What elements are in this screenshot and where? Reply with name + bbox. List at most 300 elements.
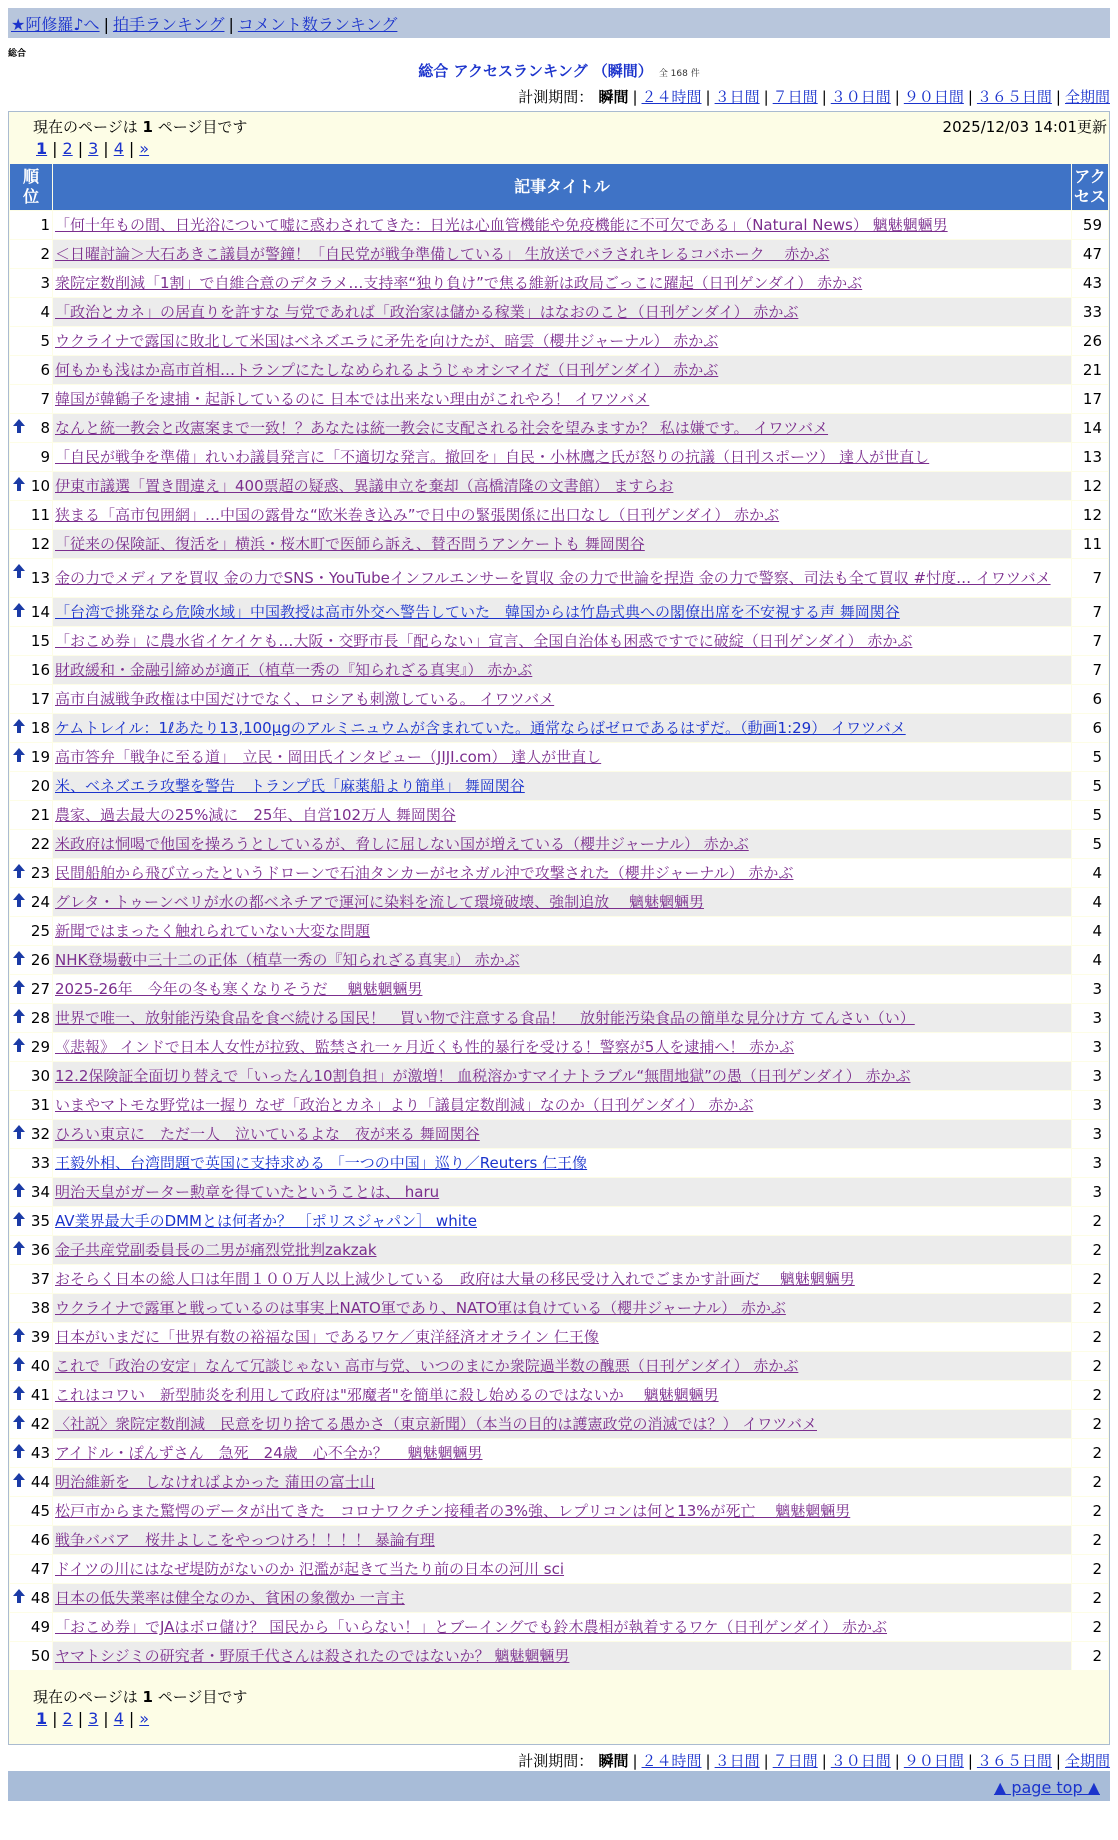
article-link[interactable]: 米政府は恫喝で他国を操ろうとしているが、脅しに屈しない国が増えている（櫻井ジャーナル） 赤かぶ [55,835,749,853]
period-option-1[interactable]: ２４時間 [641,1752,702,1770]
period-option-6[interactable]: ３６５日間 [976,88,1052,106]
article-link[interactable]: 伊東市議選「置き間違え」400票超の疑惑、異議申立を棄却（高橋清隆の文書館） ますらお [55,477,674,495]
rank-up-arrow-icon [12,1356,26,1372]
pager-next-link[interactable]: » [139,139,150,158]
rank-number: 50 [30,1647,50,1665]
article-link[interactable]: 衆院定数削減「1割」で自維合意のデタラメ…支持率“独り負け”で焦る維新は政局ごっこに躍起（日刊ゲンダイ） 赤かぶ [55,274,863,292]
table-row [10,1381,1108,1409]
rank-number: 4 [40,303,50,321]
rank-up-arrow-icon [12,718,26,734]
pager-separator: | [52,1709,58,1728]
article-link[interactable]: 「おこめ券」に農水省イケイケも…大阪・交野市長「配らない」宣言、全国自治体も困惑ですでに破綻（日刊ゲンダイ） 赤かぶ [55,632,913,650]
comment-ranking-link[interactable]: コメント数ランキング [237,15,398,34]
title-cell [53,356,1071,384]
rank-cell [10,946,52,974]
page-info-suffix: ページ目です [157,118,248,136]
rank-number: 20 [30,777,50,795]
rank-number: 13 [30,569,50,587]
pager-page-1[interactable]: 1 [36,139,48,158]
table-row [10,1004,1108,1032]
updated-timestamp: 2025/12/03 14:01更新 [942,118,1107,136]
rank-up-arrow-icon [12,1211,26,1227]
pager-separator: | [128,1709,135,1728]
pager-separator: | [77,1709,84,1728]
rank-up-arrow-icon [12,1124,26,1140]
article-link[interactable]: ウクライナで露国に敗北して米国はベネズエラに矛先を向けたが、暗雲（櫻井ジャーナル） 赤かぶ [55,332,719,350]
pager-separator: | [52,139,58,158]
rank-up-arrow-icon [12,979,26,995]
rank-number: 12 [30,535,50,553]
rank-number: 22 [30,835,50,853]
rank-cell [10,1381,52,1409]
article-link[interactable]: 〈社説〉衆院定数削減 民意を切り捨てる愚かさ（東京新聞）（本当の目的は護憲政党の消滅では？） イワツバメ [55,1415,817,1433]
page-info-prefix: 現在のページは [33,118,138,136]
title-cell [53,1236,1071,1264]
rank-up-arrow-icon [12,563,26,579]
table-row [10,1439,1108,1467]
article-link[interactable]: 世界で唯一、放射能汚染食品を食べ続ける国民！ 買い物で注意する食品！ 放射能汚染食品の簡単な見分け方 てんさい（い） [55,1009,915,1027]
title-cell [53,1149,1071,1177]
period-current: 瞬間 [593,1752,629,1770]
access-count: 3 [1072,1033,1108,1061]
rank-up-arrow-icon [12,1414,26,1430]
article-link[interactable]: 金の力でメディアを買収 金の力でSNS・YouTubeインフルエンサーを買収 金の力で世論を捏造 金の力で警察、司法も全て買収 #忖度… イワツバメ [55,569,1051,587]
period-selector-top [518,86,1110,107]
article-link[interactable]: 12.2保険証全面切り替えで「いったん10割負担」が激増！ 血税溶かすマイナトラブル“無間地獄”の愚（日刊ゲンダイ） 赤かぶ [55,1067,911,1085]
period-separator: | [705,88,711,106]
rank-cell [10,1555,52,1583]
rank-number: 28 [30,1009,50,1027]
access-count: 4 [1072,888,1108,916]
access-count: 5 [1072,772,1108,800]
pager-page-3[interactable]: 3 [88,139,99,158]
access-count: 47 [1072,240,1108,268]
title-cell [53,656,1071,684]
article-link[interactable]: 「政治とカネ」の居直りを許すな 与党であれば「政治家は儲かる稼業」はなおのこと（日刊ゲンダイ） 赤かぶ [55,303,799,321]
article-link[interactable]: AV業界最大手のDMMとは何者か？ ［ポリスジャパン］ white [55,1212,477,1230]
rank-cell [10,472,52,500]
period-separator: | [821,1752,827,1770]
rank-cell [10,356,52,384]
rank-up-arrow-icon [12,418,26,434]
period-separator: | [705,1752,711,1770]
pager-page-2[interactable]: 2 [62,1709,73,1728]
rank-up-arrow-icon [12,1008,26,1024]
table-row [10,414,1108,442]
rank-cell [10,830,52,858]
article-link[interactable]: 「おこめ券」でJAはボロ儲け？ 国民から「いらない！」とブーイングでも鈴木農相が執着するワケ（日刊ゲンダイ） 赤かぶ [55,1618,888,1636]
title-cell [53,1352,1071,1380]
article-link[interactable]: 民間船舶から飛び立ったというドローンで石油タンカーがセネガル沖で攻撃された（櫻井ジャーナル） 赤かぶ [55,864,794,882]
access-count: 2 [1072,1613,1108,1641]
nav-separator: | [228,15,234,34]
title-cell [53,385,1071,413]
rank-cell [10,975,52,1003]
period-separator: | [894,88,900,106]
title-cell [53,1033,1071,1061]
article-link[interactable]: NHK登場藪中三十二の正体（植草一秀の『知られざる真実』） 赤かぶ [55,951,520,969]
table-row [10,269,1108,297]
period-separator: | [1055,88,1061,106]
title-cell [53,1642,1071,1670]
access-count: 3 [1072,1120,1108,1148]
table-row [10,1584,1108,1612]
rank-up-arrow-icon [12,476,26,492]
rank-number: 3 [40,274,50,292]
rank-number: 45 [30,1502,50,1520]
rank-cell [10,501,52,529]
rank-number: 31 [30,1096,50,1114]
article-link[interactable]: ウクライナで露軍と戦っているのは事実上NATO軍であり、NATO軍は負けている（櫻井ジャーナル） 赤かぶ [55,1299,786,1317]
article-link[interactable]: 日本がいまだに「世界有数の裕福な国」であるワケ／東洋経済オオライン 仁王像 [55,1328,599,1346]
period-option-4[interactable]: ３０日間 [830,88,891,106]
table-row [10,559,1108,597]
table-row [10,1410,1108,1438]
article-link[interactable]: 狭まる「高市包囲網」…中国の露骨な“欧米巻き込み”で日中の緊張関係に出口なし（日刊ゲンダイ） 赤かぶ [55,506,780,524]
access-count: 14 [1072,414,1108,442]
article-link[interactable]: 何もかも浅はか高市首相…トランプにたしなめられるようじゃオシマイだ（日刊ゲンダイ） 赤かぶ [55,361,719,379]
title-cell [53,559,1071,597]
title-cell [53,1062,1071,1090]
title-cell [53,1584,1071,1612]
applause-ranking-link[interactable]: 拍手ランキング [112,15,225,34]
rank-up-arrow-icon [12,602,26,618]
access-count: 2 [1072,1236,1108,1264]
title-cell [53,1120,1071,1148]
period-option-1[interactable]: ２４時間 [641,88,702,106]
article-link[interactable]: グレタ・トゥーンベリが水の都ベネチアで運河に染料を流して環境破壊、強制追放 魑魅魍魎男 [55,893,704,911]
header-title: 記事タイトル [53,164,1071,210]
category-tag: 総合 [8,49,27,59]
article-link[interactable]: 「従来の保険証、復活を」横浜・桜木町で医師ら訴え、賛否問うアンケートも 舞岡関谷 [55,535,645,553]
page-info-num: 1 [142,118,153,136]
rank-number: 24 [30,893,50,911]
rank-cell [10,1613,52,1641]
table-row [10,743,1108,771]
rank-cell [10,327,52,355]
table-row [10,1178,1108,1206]
rank-cell [10,1091,52,1119]
period-option-5[interactable]: ９０日間 [903,88,964,106]
pager-page-4[interactable]: 4 [113,139,124,158]
table-row [10,1497,1108,1525]
rank-up-arrow-icon [12,863,26,879]
access-count: 2 [1072,1468,1108,1496]
title-cell [53,1439,1071,1467]
ranking-title: 総合 アクセスランキング （瞬間） [418,62,653,80]
article-link[interactable]: 韓国が韓鶴子を逮捕・起訴しているのに 日本では出来ない理由がこれやろ！ イワツバメ [55,390,650,408]
access-count: 7 [1072,559,1108,597]
access-count: 2 [1072,1555,1108,1583]
rank-cell [10,1323,52,1351]
title-cell [53,1381,1071,1409]
article-link[interactable]: アイドル・ぽんずさん 急死 24歳 心不全か？ 魑魅魍魎男 [55,1444,483,1462]
table-row [10,946,1108,974]
rank-number: 17 [30,690,50,708]
rank-cell [10,917,52,945]
title-cell [53,1526,1071,1554]
pager-page-1[interactable]: 1 [36,1709,48,1728]
page-info-num: 1 [142,1688,153,1706]
article-link[interactable]: 財政緩和・金融引締めが適正（植草一秀の『知られざる真実』） 赤かぶ [55,661,533,679]
period-separator: | [1055,1752,1061,1770]
title-cell [53,1468,1071,1496]
rank-number: 43 [30,1444,50,1462]
table-row [10,1091,1108,1119]
access-count: 12 [1072,501,1108,529]
rank-cell [10,1584,52,1612]
title-cell [53,501,1071,529]
period-option-7[interactable]: 全期間 [1064,1752,1110,1770]
rank-up-arrow-icon [12,1037,26,1053]
rank-number: 46 [30,1531,50,1549]
table-row [10,240,1108,268]
rank-number: 30 [30,1067,50,1085]
ranking-panel [8,111,1110,1745]
access-count: 4 [1072,946,1108,974]
table-row [10,888,1108,916]
table-row [10,1468,1108,1496]
rank-cell [10,1265,52,1293]
article-link[interactable]: ドイツの川にはなぜ堤防がないのか 氾濫が起きて当たり前の日本の河川 sci [55,1560,565,1578]
article-link[interactable]: 「何十年もの間、日光浴について嘘に惑わされてきた：日光は心血管機能や免疫機能に不可欠である」（Natural News） 魑魅魍魎男 [55,216,948,234]
access-count: 2 [1072,1294,1108,1322]
period-option-5[interactable]: ９０日間 [903,1752,964,1770]
title-cell [53,240,1071,268]
table-row [10,772,1108,800]
rank-cell [10,685,52,713]
period-separator: | [821,88,827,106]
period-separator: | [632,1752,638,1770]
table-row [10,501,1108,529]
rank-up-arrow-icon [12,892,26,908]
page-top-link[interactable]: ▲ page top ▲ [993,1778,1100,1797]
rank-cell [10,859,52,887]
period-current: 瞬間 [593,88,629,106]
article-link[interactable]: 王毅外相、台湾問題で英国に支持求める 「一つの中国」巡り／Reuters 仁王像 [55,1154,588,1172]
rank-cell [10,743,52,771]
rank-number: 34 [30,1183,50,1201]
table-row [10,327,1108,355]
table-row [10,298,1108,326]
period-option-2[interactable]: ３日間 [714,1752,760,1770]
period-separator: | [632,88,638,106]
table-row [10,656,1108,684]
table-row [10,1033,1108,1061]
pager-page-2[interactable]: 2 [62,139,73,158]
table-row [10,1149,1108,1177]
article-link[interactable]: なんと統一教会と改憲案まで一致！？あなたは統一教会に支配される社会を望みますか？ 私は嫌です。 イワツバメ [55,419,829,437]
article-link[interactable]: これはコワい 新型肺炎を利用して政府は"邪魔者"を簡単に殺し始めるのではないか 魑魅魍魎男 [55,1386,719,1404]
pager-page-4[interactable]: 4 [113,1709,124,1728]
rank-number: 35 [30,1212,50,1230]
article-link[interactable]: ひろい東京に ただ一人 泣いているよな 夜が来る 舞岡関谷 [55,1125,480,1143]
rank-cell [10,530,52,558]
access-count: 2 [1072,1584,1108,1612]
rank-cell [10,559,52,597]
access-count: 6 [1072,714,1108,742]
access-count: 12 [1072,472,1108,500]
rank-number: 21 [30,806,50,824]
rank-number: 23 [30,864,50,882]
title-cell [53,1265,1071,1293]
rank-up-arrow-icon [12,747,26,763]
rank-cell [10,1178,52,1206]
article-link[interactable]: 米、ベネズエラ攻撃を警告 トランプ氏「麻薬船より簡単」 舞岡関谷 [55,777,525,795]
table-row [10,472,1108,500]
rank-number: 1 [40,216,50,234]
rank-up-arrow-icon [12,1182,26,1198]
rank-cell [10,1207,52,1235]
title-cell [53,598,1071,626]
rank-up-arrow-icon [12,950,26,966]
access-count: 11 [1072,530,1108,558]
article-link[interactable]: 明治維新を しなければよかった 蒲田の富士山 [55,1473,375,1491]
access-count: 3 [1072,1062,1108,1090]
title-cell [53,1497,1071,1525]
table-row [10,685,1108,713]
table-row [10,443,1108,471]
title-cell [53,443,1071,471]
access-count: 2 [1072,1381,1108,1409]
rank-cell [10,1410,52,1438]
page-info-suffix: ページ目です [157,1688,248,1706]
rank-number: 41 [30,1386,50,1404]
article-link[interactable]: 日本の低失業率は健全なのか、貧困の象徴か 一言主 [55,1589,405,1607]
access-count: 7 [1072,598,1108,626]
rank-cell [10,1526,52,1554]
period-option-2[interactable]: ３日間 [714,88,760,106]
article-link[interactable]: 2025-26年 今年の冬も寒くなりそうだ 魑魅魍魎男 [55,980,423,998]
article-link[interactable]: ヤマトシジミの研究者・野原千代さんは殺されたのではないか？ 魑魅魍魎男 [55,1647,570,1665]
article-link[interactable]: 新聞ではまったく触れられていない大変な問題 [55,922,371,940]
home-link[interactable]: ★阿修羅♪へ [11,15,100,34]
title-cell [53,1178,1071,1206]
access-count: 59 [1072,211,1108,239]
rank-cell [10,298,52,326]
title-cell [53,801,1071,829]
table-row [10,211,1108,239]
access-count: 2 [1072,1207,1108,1235]
rank-cell [10,1120,52,1148]
table-row [10,975,1108,1003]
title-cell [53,946,1071,974]
rank-number: 16 [30,661,50,679]
title-cell [53,714,1071,742]
pager-separator: | [128,139,135,158]
article-link[interactable]: 高市自滅戦争政権は中国だけでなく、ロシアも刺激している。 イワツバメ [55,690,555,708]
rank-cell [10,714,52,742]
rank-cell [10,772,52,800]
rank-number: 10 [30,477,50,495]
article-link[interactable]: いまやマトモな野党は一握り なぜ「政治とカネ」より「議員定数削減」なのか（日刊ゲンダイ） 赤かぶ [55,1096,754,1114]
pager-next-link[interactable]: » [139,1709,150,1728]
table-row [10,1207,1108,1235]
rank-cell [10,1439,52,1467]
title-cell [53,269,1071,297]
rank-number: 7 [40,390,50,408]
rank-number: 2 [40,245,50,263]
rank-number: 44 [30,1473,50,1491]
rank-cell [10,1294,52,1322]
rank-number: 48 [30,1589,50,1607]
article-link[interactable]: 松戸市からまた驚愕のデータが出てきた コロナワクチン接種者の3%強、レプリコンは何と13%が死亡 魑魅魍魎男 [55,1502,851,1520]
rank-number: 39 [30,1328,50,1346]
period-label: 計測期間： [518,88,594,106]
access-count: 13 [1072,443,1108,471]
article-link[interactable]: 農家、過去最大の25%減に 25年、自営102万人 舞岡関谷 [55,806,456,824]
article-link[interactable]: 高市答弁「戦争に至る道」 立民・岡田氏インタビュー（JIJI.com） 達人が世直し [55,748,602,766]
title-cell [53,1091,1071,1119]
article-link[interactable]: 「台湾で挑発なら危険水域」中国教授は高市外交へ警告していた 韓国からは竹島式典への閣僚出席を不安視する声 舞岡関谷 [55,603,900,621]
period-option-7[interactable]: 全期間 [1064,88,1110,106]
table-row [10,1642,1108,1670]
period-option-3[interactable]: ７日間 [772,88,818,106]
title-cell [53,772,1071,800]
access-count: 3 [1072,975,1108,1003]
bottom-bar [8,1771,1110,1801]
rank-cell [10,801,52,829]
period-separator: | [763,88,769,106]
period-option-4[interactable]: ３０日間 [830,1752,891,1770]
article-link[interactable]: ケムトレイル：1ℓあたり13,100μgのアルミニュウムが含まれていた。通常ならばゼロであるはずだ。（動画1:29） イワツバメ [55,719,906,737]
table-row [10,1294,1108,1322]
period-selector-bottom [518,1750,1110,1771]
table-row [10,801,1108,829]
title-cell [53,1555,1071,1583]
article-link[interactable]: おそらく日本の総人口は年間１００万人以上減少している 政府は大量の移民受け入れでごまかす計画だ 魑魅魍魎男 [55,1270,855,1288]
rank-cell [10,656,52,684]
article-link[interactable]: 戦争ババア 桜井よしこをやっつけろ！！！！ 暴論有理 [55,1531,435,1549]
access-count: 2 [1072,1352,1108,1380]
title-cell [53,530,1071,558]
table-row [10,530,1108,558]
access-count: 7 [1072,656,1108,684]
rank-cell [10,211,52,239]
article-link[interactable]: 《悲報》 インドで日本人女性が拉致、監禁され一ヶ月近くも性的暴行を受ける！警察が5人を逮捕へ！ 赤かぶ [55,1038,795,1056]
title-cell [53,888,1071,916]
title-cell [53,1613,1071,1641]
pager-page-3[interactable]: 3 [88,1709,99,1728]
table-row [10,356,1108,384]
article-link[interactable]: これで「政治の安定」なんて冗談じゃない 高市与党、いつのまにか衆院過半数の醜悪（日刊ゲンダイ） 赤かぶ [55,1357,799,1375]
article-link[interactable]: 「自民が戦争を準備」れいわ議員発言に「不適切な発言。撤回を」自民・小林鷹之氏が怒りの抗議（日刊スポーツ） 達人が世直し [55,448,930,466]
access-count: 3 [1072,1178,1108,1206]
period-option-3[interactable]: ７日間 [772,1752,818,1770]
rank-number: 29 [30,1038,50,1056]
title-cell [53,1410,1071,1438]
ranking-table [9,163,1109,1671]
rank-number: 15 [30,632,50,650]
header-rank: 順 位 [10,164,52,210]
period-separator: | [763,1752,769,1770]
period-option-6[interactable]: ３６５日間 [976,1752,1052,1770]
total-count: 全 168 件 [658,69,700,79]
page-info [33,116,247,137]
article-link[interactable]: ＜日曜討論＞大石あきこ議員が警鐘！「自民党が戦争準備している」 生放送でバラされキレるコバホーク 赤かぶ [55,245,830,263]
title-cell [53,1323,1071,1351]
rank-number: 26 [30,951,50,969]
nav-separator: | [103,15,109,34]
article-link[interactable]: 明治天皇がガーター勲章を得ていたということは、 haru [55,1183,440,1201]
rank-cell [10,627,52,655]
table-row [10,1555,1108,1583]
pager-separator: | [103,139,109,158]
rank-up-arrow-icon [12,1443,26,1459]
article-link[interactable]: 金子共産党副委員長の二男が痛烈党批判zakzak [55,1241,377,1259]
rank-number: 9 [40,448,50,466]
access-count: 3 [1072,1149,1108,1177]
